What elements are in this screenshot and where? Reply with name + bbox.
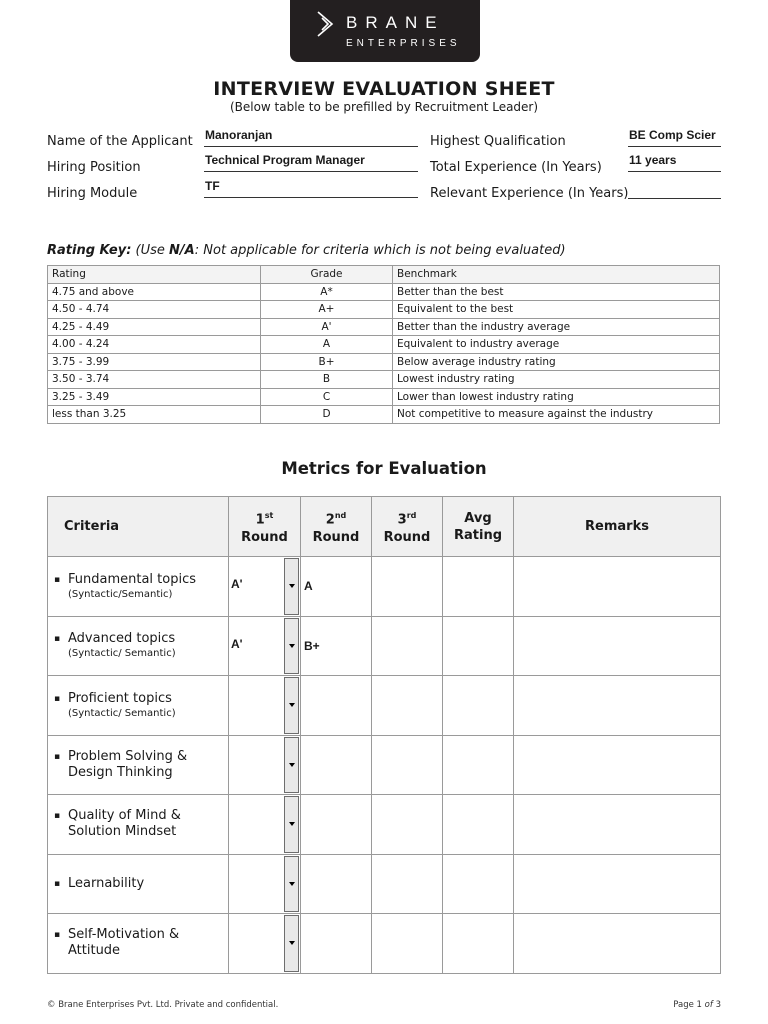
metrics-row [48,676,721,736]
criteria-name: Problem Solving & [68,748,188,764]
remarks-cell[interactable] [514,676,721,736]
col-header-round2 [301,497,372,557]
dropdown-arrow-icon[interactable] [284,558,299,615]
avg-rating-cell [443,676,514,736]
criteria-cell [48,914,229,974]
relevant-experience-label: Relevant Experience (In Years) [430,186,629,201]
round1-grade-dropdown[interactable] [229,676,301,736]
rating-key-cell-rating: 4.50 - 4.74 [48,301,261,319]
col-header-benchmark: Benchmark [393,266,720,284]
hiring-position-field[interactable]: Technical Program Manager [204,153,418,172]
logo-subtitle: ENTERPRISES [346,38,461,49]
rating-key-cell-benchmark: Better than the industry average [393,318,720,336]
avg-word: Avg [464,510,492,526]
rating-key-na: N/A [169,243,195,258]
rating-key-cell-benchmark: Lower than lowest industry rating [393,388,720,406]
hiring-module-field[interactable]: TF [204,179,418,198]
criteria-cell [48,676,229,736]
rating-key-row [48,301,720,319]
col-header-round3 [372,497,443,557]
relevant-experience-field[interactable] [628,180,721,199]
rating-key-row [48,336,720,354]
round2-grade-cell[interactable] [301,854,372,914]
round3-sup: rd [406,511,417,521]
round3-grade-cell[interactable] [372,735,443,795]
remarks-cell[interactable] [514,795,721,855]
criteria-name: Fundamental topics [68,571,197,587]
avg-rating-cell [443,616,514,676]
criteria-name: Learnability [68,875,145,891]
rating-key-cell-grade: B+ [261,353,393,371]
rating-key-cell-grade: B [261,371,393,389]
rating-key-cell-grade: A [261,336,393,354]
bullet-icon: ▪ [54,878,61,889]
criteria-cell [48,735,229,795]
rating-key-cell-grade: C [261,388,393,406]
criteria-text [68,749,187,781]
rating-key-row [48,371,720,389]
col-header-criteria: Criteria [48,497,229,557]
rating-key-cell-benchmark: Lowest industry rating [393,371,720,389]
rating-key-header-row [48,266,720,284]
criteria-cell [48,854,229,914]
remarks-cell[interactable] [514,854,721,914]
criteria-name: Proficient topics [68,690,172,706]
dropdown-arrow-icon[interactable] [284,737,299,794]
bullet-icon: ▪ [54,930,61,941]
col-header-avg-rating [443,497,514,557]
round3-grade-cell[interactable] [372,557,443,617]
round3-grade-cell[interactable] [372,854,443,914]
round3-grade-cell[interactable] [372,914,443,974]
criteria-text [68,808,181,840]
bullet-icon: ▪ [54,574,61,585]
metrics-row [48,735,721,795]
criteria-cell [48,616,229,676]
hiring-module-label: Hiring Module [47,186,138,201]
metrics-row [48,616,721,676]
rating-key-note-rest: : Not applicable for criteria which is not being evaluated) [194,243,566,258]
rating-key-note-open: (Use [135,243,170,258]
rating-key-cell-benchmark: Below average industry rating [393,353,720,371]
round1-grade-dropdown[interactable] [229,735,301,795]
logo-name: BRANE [346,13,445,32]
avg-rating-cell [443,557,514,617]
round2-grade-cell[interactable] [301,914,372,974]
round1-word: Round [241,529,288,545]
round3-num: 3 [397,512,407,528]
dropdown-arrow-icon[interactable] [284,796,299,853]
col-header-round1 [229,497,301,557]
round1-grade-dropdown[interactable] [229,854,301,914]
footer-copyright: © Brane Enterprises Pvt. Ltd. Private and confidential. [47,1000,279,1010]
dropdown-arrow-icon[interactable] [284,856,299,913]
round2-sup: nd [334,511,347,521]
round1-grade-dropdown[interactable] [229,557,301,617]
criteria-text [68,572,196,601]
criteria-name-line2: Design Thinking [68,764,173,780]
round2-grade-cell[interactable] [301,676,372,736]
criteria-text [68,691,176,720]
rating-key-cell-benchmark: Not competitive to measure against the industry [393,406,720,424]
page-number [673,1000,721,1010]
dropdown-arrow-icon[interactable] [284,677,299,734]
round2-grade-cell[interactable]: B+ [301,616,372,676]
rating-key-cell-grade: D [261,406,393,424]
page-title: INTERVIEW EVALUATION SHEET [213,78,555,100]
criteria-name: Self-Motivation & [68,927,180,943]
round1-grade-value: A' [231,636,243,651]
remarks-cell[interactable] [514,735,721,795]
rating-key-cell-rating: 4.25 - 4.49 [48,318,261,336]
col-header-rating: Rating [48,266,261,284]
criteria-name-line2: Attitude [68,943,121,959]
round2-grade-cell[interactable]: A [301,557,372,617]
remarks-cell[interactable] [514,557,721,617]
brane-logo-icon [314,10,336,38]
rating-key-cell-rating: 4.00 - 4.24 [48,336,261,354]
round3-word: Round [383,529,431,545]
bullet-icon: ▪ [54,811,61,822]
round1-sup: st [264,511,274,521]
round3-grade-cell[interactable] [372,676,443,736]
total-experience-label: Total Experience (In Years) [430,160,602,175]
dropdown-arrow-icon[interactable] [284,915,299,972]
applicant-name-label: Name of the Applicant [47,134,193,149]
metrics-row [48,795,721,855]
rating-key-row [48,353,720,371]
round3-grade-cell[interactable] [372,616,443,676]
rating-key-row [48,406,720,424]
criteria-text [68,631,176,660]
round1-grade-dropdown[interactable] [229,616,301,676]
rating-key-cell-rating: 3.50 - 3.74 [48,371,261,389]
rating-key-row [48,388,720,406]
page-total: 3 [712,1000,721,1010]
highest-qualification-label: Highest Qualification [430,134,566,149]
rating-key-label: Rating Key: [47,243,132,258]
rating-key-cell-grade: A+ [261,301,393,319]
round1-num: 1 [255,512,265,528]
page-prefix: Page 1 [673,1000,705,1010]
highest-qualification-field[interactable]: BE Comp Scier [628,128,721,147]
metrics-row [48,914,721,974]
rating-key-cell-rating: 3.75 - 3.99 [48,353,261,371]
rating-key-row [48,283,720,301]
round3-grade-cell[interactable] [372,795,443,855]
avg-rating-cell [443,795,514,855]
applicant-name-field[interactable]: Manoranjan [204,128,418,147]
hiring-position-label: Hiring Position [47,160,141,175]
rating-key-row [48,318,720,336]
round1-grade-dropdown[interactable] [229,795,301,855]
round2-grade-cell[interactable] [301,795,372,855]
bullet-icon: ▪ [54,751,61,762]
criteria-name: Advanced topics [68,631,176,647]
rating-key-cell-grade: A* [261,283,393,301]
criteria-name-line2: Solution Mindset [68,824,177,840]
dropdown-arrow-icon[interactable] [284,618,299,675]
total-experience-field[interactable]: 11 years [628,153,721,172]
col-header-remarks: Remarks [514,497,721,557]
criteria-subtext: (Syntactic/ Semantic) [68,707,176,719]
rating-key-cell-rating: 4.75 and above [48,283,261,301]
criteria-text [68,876,144,892]
criteria-name: Quality of Mind & [68,808,181,824]
rating-key-cell-benchmark: Equivalent to the best [393,301,720,319]
criteria-subtext: (Syntactic/Semantic) [68,588,173,600]
bullet-icon: ▪ [54,693,61,704]
round1-grade-dropdown[interactable] [229,914,301,974]
avg-rating-cell [443,854,514,914]
criteria-text [68,927,179,959]
rating-word: Rating [453,527,502,543]
bullet-icon: ▪ [54,634,61,645]
remarks-cell[interactable] [514,616,721,676]
remarks-cell[interactable] [514,914,721,974]
metrics-row [48,557,721,617]
rating-key-cell-rating: 3.25 - 3.49 [48,388,261,406]
round2-num: 2 [325,512,335,528]
round1-grade-value: A' [231,577,243,591]
avg-rating-cell [443,735,514,795]
metrics-header-row [48,497,721,557]
rating-key-cell-benchmark: Equivalent to industry average [393,336,720,354]
round2-word: Round [312,529,360,545]
col-header-grade: Grade [261,266,393,284]
criteria-cell [48,795,229,855]
avg-rating-cell [443,914,514,974]
rating-key-table [47,265,720,424]
metrics-title: Metrics for Evaluation [281,459,487,478]
round2-grade-cell[interactable] [301,735,372,795]
page-subtitle: (Below table to be prefilled by Recruitment Leader) [229,100,539,114]
metrics-table [47,496,721,974]
rating-key-cell-rating: less than 3.25 [48,406,261,424]
page-of: of [704,1000,713,1010]
rating-key-cell-grade: A' [261,318,393,336]
metrics-row [48,854,721,914]
rating-key-heading [47,243,566,258]
criteria-cell [48,557,229,617]
rating-key-cell-benchmark: Better than the best [393,283,720,301]
brand-logo [290,0,480,62]
criteria-subtext: (Syntactic/ Semantic) [68,648,176,660]
